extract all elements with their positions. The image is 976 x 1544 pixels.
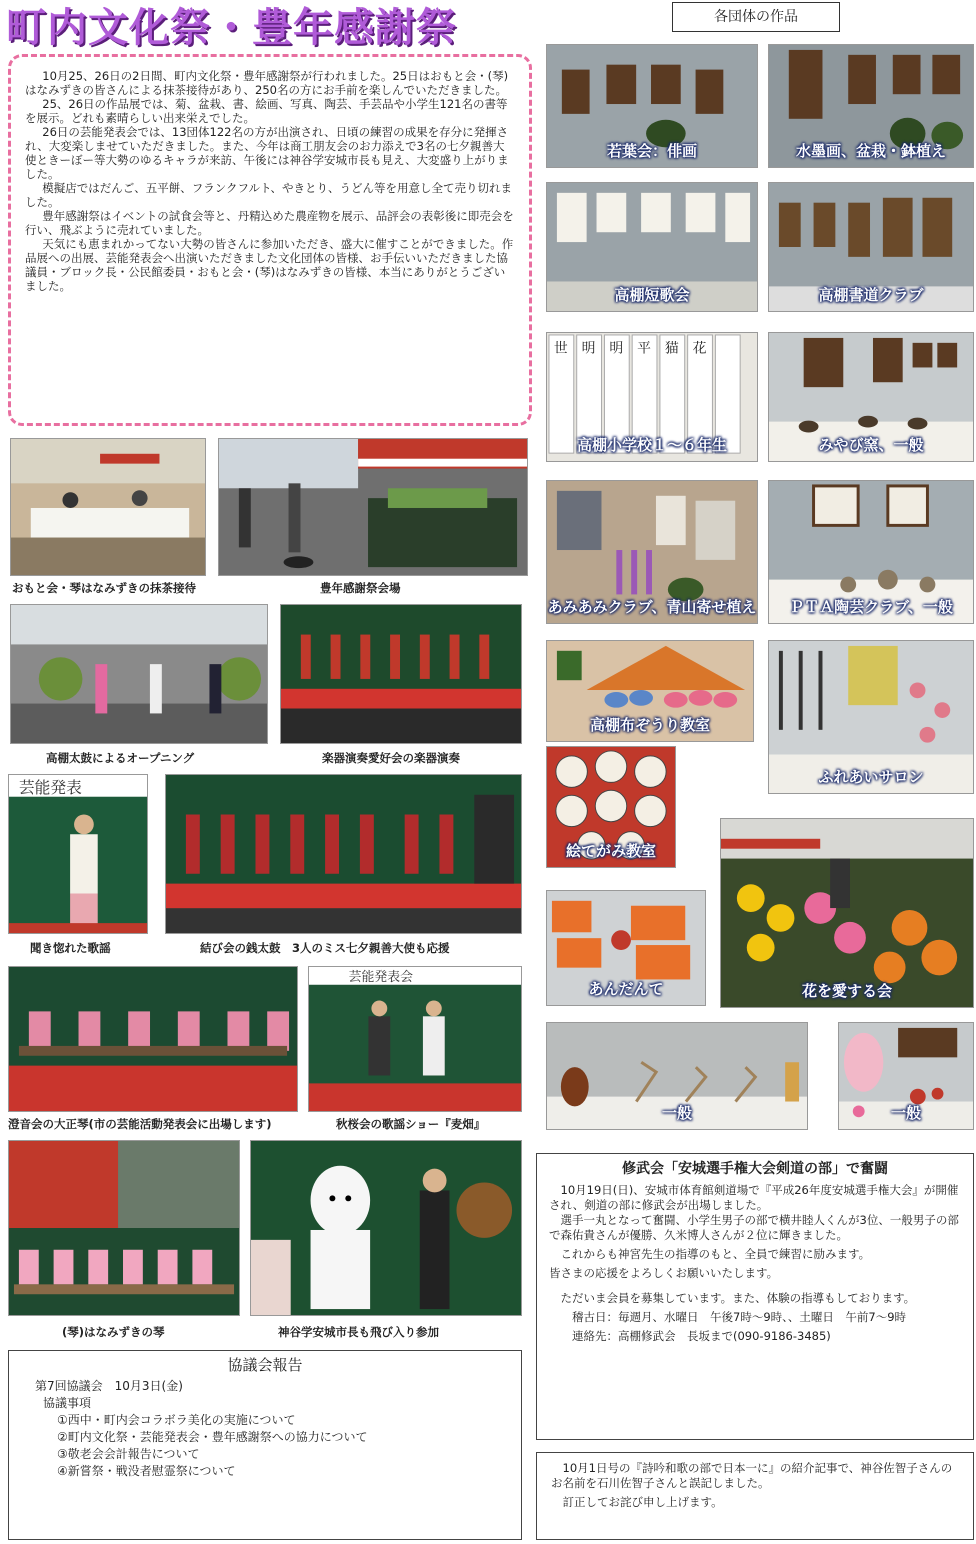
caption: (琴)はなみずきの琴	[62, 1325, 165, 1339]
photo-mayor	[250, 1140, 522, 1316]
caption: おもと会・琴はなみずきの抹茶接待	[12, 581, 196, 595]
photo-tea-ceremony	[10, 438, 206, 576]
kendo-paragraph: 10月19日(日)、安城市体育館剣道場で『平成26年度安城選手権大会』が開催され、剣道の部に修武会が出場しました。	[549, 1183, 959, 1212]
work-caption: あみあみクラブ、青山寄せ植え	[547, 598, 757, 616]
kendo-title: 修武会「安城選手権大会剣道の部」で奮闘	[622, 1161, 888, 1177]
work-caption: 高棚短歌会	[614, 286, 690, 304]
council-item: ③敬老会会計報告について	[57, 1447, 200, 1461]
photo-work	[546, 44, 758, 168]
photo-taiko-opening	[10, 604, 268, 744]
photo-work	[546, 480, 758, 624]
photo-work	[546, 890, 706, 1006]
photo-zenidaiko	[165, 774, 522, 934]
intro-paragraph: 天気にも恵まれかってない大勢の皆さんに参加いただき、盛大に催すことができました。作品展への出展、芸能発表会へ出演いただきました文化団体の皆様、お手伝いいただきました協議員・ブロック長・公民館委員・おもと会・(琴)はなみずきの皆様、本当にありがとうございました。	[25, 237, 514, 293]
correction-notice	[536, 1452, 974, 1540]
council-report	[8, 1350, 522, 1540]
page-title: 町内文化祭・豊年感謝祭	[6, 5, 457, 51]
photo-kayou-show	[308, 966, 522, 1112]
caption: 神谷学安城市長も飛び入り参加	[278, 1325, 439, 1339]
council-title: 協議会報告	[227, 1356, 303, 1374]
kendo-contact: 連絡先：高棚修武会 長坂まで(090-9186-3485)	[572, 1329, 831, 1343]
svg-text:明: 明	[581, 340, 596, 357]
kendo-recruit: ただいま会員を募集しています。また、体験の指導もしております。	[560, 1291, 916, 1305]
photo-work	[768, 480, 974, 624]
photo-work	[546, 1022, 808, 1130]
kendo-article	[536, 1153, 974, 1440]
council-subject: 協議事項	[43, 1396, 92, 1410]
photo-taishogoto	[8, 966, 298, 1112]
intro-paragraph: 26日の芸能発表会では、13団体122名の方が出演され、日頃の練習の成果を存分に発揮され、大変楽しませていただきました。また、今年は商工朋友会のお力添えで3名の七夕親善大使ときーぼー等大勢のゆるキャラが来訪、午後には神谷学安城市長も見え、大変盛り上がりました。	[25, 125, 509, 181]
work-caption: あんだんて	[588, 980, 664, 998]
photo-work	[546, 182, 758, 312]
intro-paragraph: 模擬店ではだんご、五平餅、フランクフルト、やきとり、うどん等を用意し全て売り切れました。	[25, 181, 513, 209]
caption: 澄音会の大正琴(市の芸能活動発表会に出場します)	[8, 1117, 272, 1131]
work-caption: 花を愛する会	[801, 982, 892, 1000]
council-item: ④新嘗祭・戦没者慰霊祭について	[57, 1464, 236, 1478]
svg-text:花: 花	[692, 340, 707, 357]
intro-box	[8, 54, 532, 426]
svg-text:世: 世	[553, 340, 568, 357]
svg-text:芸能発表会: 芸能発表会	[348, 969, 414, 985]
caption: 秋桜会の歌謡ショー『麦畑』	[336, 1117, 486, 1131]
work-caption: 高棚書道クラブ	[818, 286, 924, 304]
intro-paragraph: 10月25、26日の2日間、町内文化祭・豊年感謝祭が行われました。25日はおもと会・(琴)はなみずきの皆さんによる抹茶接待があり、250名の方にお手前を楽しんでいただきました。	[25, 69, 509, 97]
caption: 聞き惚れた歌謡	[30, 941, 111, 955]
photo-harvest-venue	[218, 438, 528, 576]
work-caption: 高棚布ぞうり教室	[589, 716, 710, 734]
photo-work	[546, 746, 676, 868]
photo-work	[720, 818, 974, 1008]
council-item: ①西中・町内会コラボラ美化の実施について	[57, 1413, 296, 1427]
council-item: ②町内文化祭・芸能発表会・豊年感謝祭への協力について	[57, 1430, 368, 1444]
council-meeting: 第7回協議会 10月3日(金)	[35, 1379, 183, 1393]
svg-text:猫: 猫	[664, 340, 679, 357]
caption: 豊年感謝祭会場	[320, 581, 401, 595]
work-caption: 一般	[661, 1104, 692, 1122]
kendo-paragraph: 選手一丸となって奮闘、小学生男子の部で横井睦人くんが3位、一般男子の部で森佑貴さんが優勝、久米博人さんが２位に輝きました。	[549, 1213, 959, 1242]
photo-instrument-performance	[280, 604, 522, 744]
photo-work	[768, 44, 974, 168]
work-caption: ＰＴＡ陶芸クラブ、一般	[789, 598, 953, 616]
work-caption: 一般	[890, 1104, 921, 1122]
kendo-paragraph: 皆さまの応援をよろしくお願いいたします。	[549, 1266, 779, 1280]
correction-apology: 訂正してお詫び申し上げます。	[562, 1495, 723, 1509]
work-caption: 若葉会：俳画	[606, 142, 697, 160]
svg-text:芸能発表: 芸能発表	[18, 777, 82, 797]
photo-koto	[8, 1140, 240, 1316]
photo-work	[546, 640, 754, 742]
work-caption: 絵てがみ教室	[565, 842, 656, 860]
caption: 高棚太鼓によるオープニング	[46, 751, 195, 765]
svg-text:平: 平	[637, 340, 652, 357]
caption: 楽器演奏愛好会の楽器演奏	[322, 751, 460, 765]
work-caption: みやび窯、一般	[818, 436, 924, 454]
intro-paragraph: 豊年感謝祭はイベントの試食会等と、丹精込めた農産物を展示、品評会の表彰後に即売会を行い、飛ぶように売れていました。	[25, 209, 514, 237]
photo-work	[768, 182, 974, 312]
caption: 結び会の銭太鼓 3人のミス七夕親善大使も応援	[200, 941, 450, 955]
kendo-paragraph: これからも神宮先生の指導のもと、全員で練習に励みます。	[560, 1247, 871, 1261]
photo-work	[768, 640, 974, 794]
svg-text:明: 明	[609, 340, 624, 357]
photo-singer	[8, 774, 148, 934]
kendo-schedule: 稽古日：毎週月、水曜日 午後7時～9時、、土曜日 午前7～9時	[572, 1310, 907, 1324]
photo-work	[768, 332, 974, 462]
correction-text: 10月1日号の『詩吟和歌の部で日本一に』の紹介記事で、神谷佐智子さんのお名前を石川佐智子さんと誤記しました。	[551, 1461, 953, 1490]
photo-work	[546, 332, 758, 462]
work-caption: ふれあいサロン	[818, 768, 924, 786]
work-caption: 高棚小学校１～６年生	[576, 436, 727, 454]
work-caption: 水墨画、盆栽・鉢植え	[795, 142, 946, 160]
photo-work	[838, 1022, 974, 1130]
works-section-label: 各団体の作品	[672, 2, 840, 32]
intro-paragraph: 25、26日の作品展では、菊、盆栽、書、絵画、写真、陶芸、手芸品や小学生121名の書等を展示。どれも素晴らしい出来栄えでした。	[25, 97, 508, 125]
